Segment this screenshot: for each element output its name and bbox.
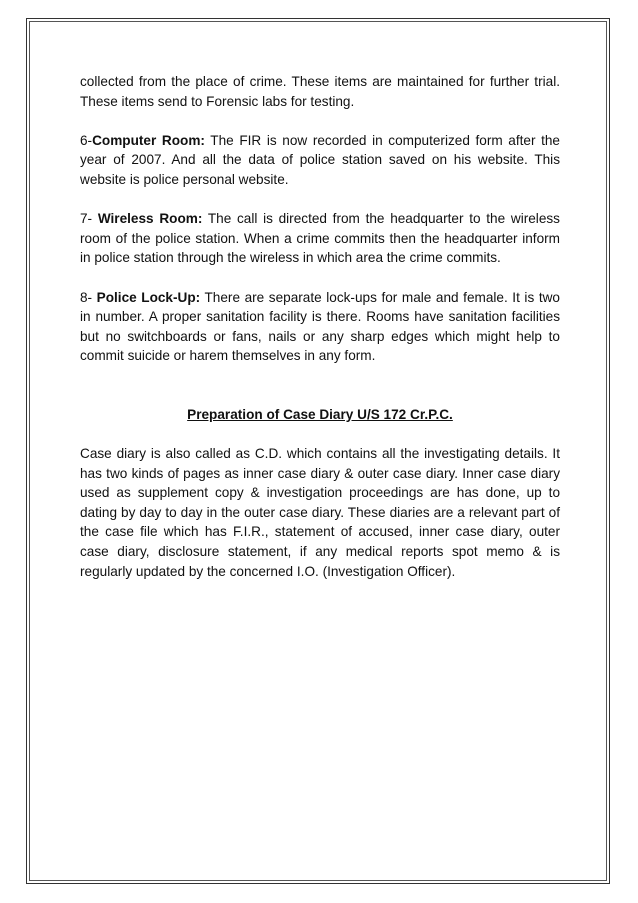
- paragraph-case-diary: Case diary is also called as C.D. which contains all the investigating details. It has two kinds of pages as inner case diary & outer case diary. Inner case diary used as supplement copy & investigation proceedings are has done, up to dating by day to day in the outer case diary. These diaries are a relevant part of the case file which has F.I.R., statement of accused, inner case diary, outer case diary, disclosure statement, if any medical reports spot memo & is regularly updated by the concerned I.O. (Investigation Officer).: [80, 446, 560, 579]
- item-title: Wireless Room:: [97, 211, 203, 227]
- item-number: 8-: [80, 289, 97, 305]
- item-title: Police Lock-Up:: [96, 289, 201, 305]
- document-body: [80, 72, 560, 601]
- paragraph-evidence: [80, 72, 560, 111]
- section-heading: Preparation of Case Diary U/S 172 Cr.P.C.: [187, 406, 453, 422]
- item-title: Computer Room:: [92, 132, 205, 148]
- paragraph-text: collected from the place of crime. These items are maintained for further trial. These items send to Forensic labs for testing.: [80, 74, 560, 109]
- paragraph-police-lockup: [80, 288, 560, 366]
- paragraph-text: There are separate lock-ups for male and female. It is two in number. A proper sanitation facility is there. Rooms have sanitation facilities but no switchboards or fans, nails or any sharp edges which might help to commit suicide or harem themselves in any form.: [80, 289, 560, 364]
- paragraph-text: The FIR is now recorded in computerized form after the year of 2007. And all the data of police station saved on his website. This website is police personal website.: [80, 132, 560, 187]
- item-number: 7-: [80, 211, 98, 227]
- paragraph-wireless-room: [80, 209, 560, 268]
- paragraph-computer-room: [80, 131, 560, 190]
- item-number: 6-: [80, 132, 93, 148]
- paragraph-text: The call is directed from the headquarter to the wireless room of the police station. When a crime commits then the headquarter inform in police station through the wireless in which area the crime commits.: [80, 211, 560, 266]
